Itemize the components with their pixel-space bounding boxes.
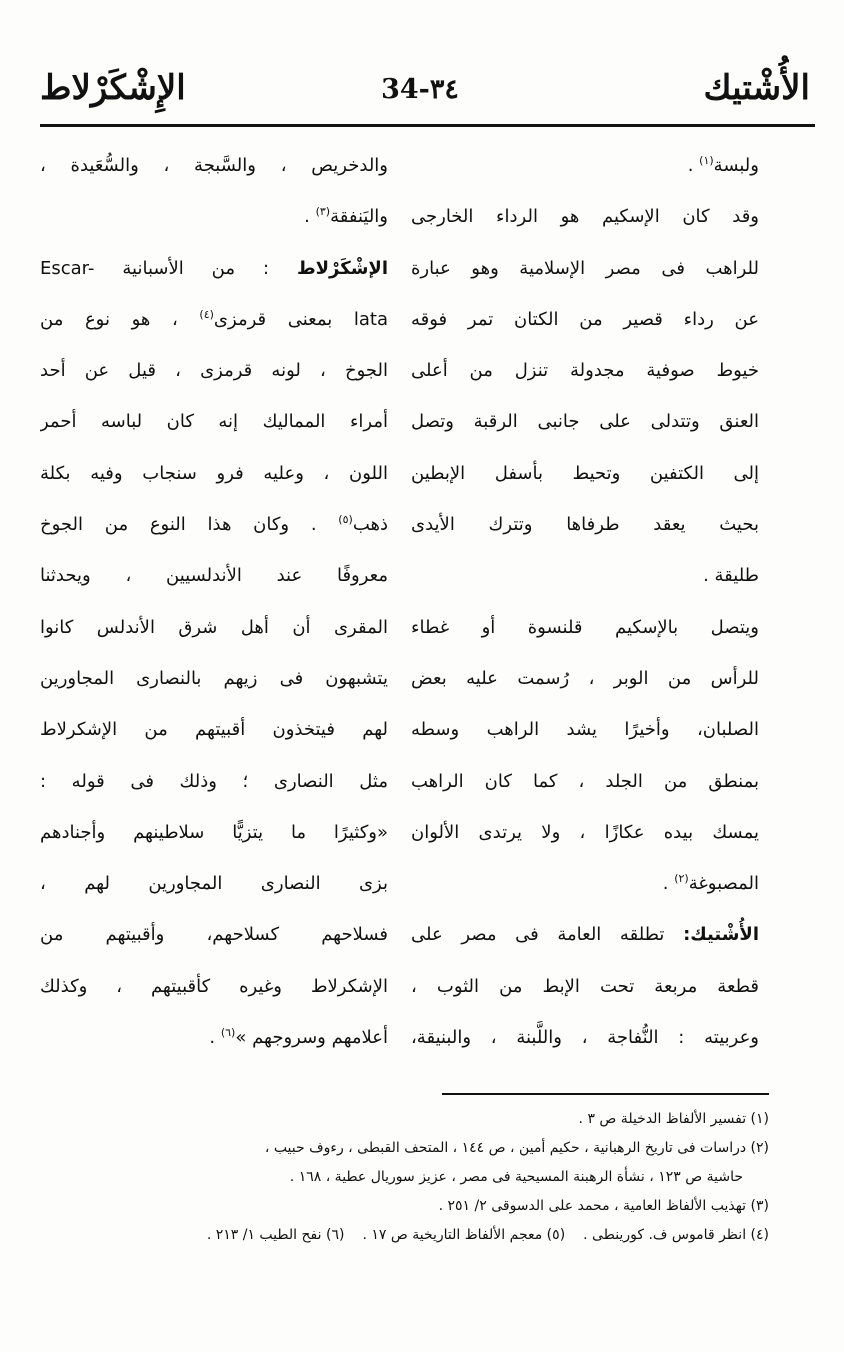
text-line: عن رداء قصير من الكتان تمر فوقه <box>411 308 759 330</box>
right-headword: الأُشْتيك <box>703 68 810 108</box>
text-line: لهم فيتخذون أقبيتهم من الإشكرلاط <box>40 719 388 741</box>
text-line: الإشكرلاط وغيره كأقبيتهم ، وكذلك <box>40 975 388 997</box>
text-line: المصبوغة$^{(٢)}$ . <box>662 872 759 895</box>
text-line: بمنطق من الجلد ، كما كان الراهب <box>411 770 759 792</box>
footnote-2: (٢) دراسات فى تاريخ الرهبانية ، حكيم أمين ، ص ١٤٤ ، المتحف القبطى ، رءوف حبيب ، <box>264 1140 769 1156</box>
text-line: وعربيته : النُّفاجة ، واللَّبنة ، والبنيقة، <box>411 1027 759 1049</box>
text-line: فسلاحهم كسلاحهم، وأقبيتهم من <box>40 924 388 946</box>
text-line: يتشبهون فى زيهم بالنصارى المجاورين <box>40 667 388 689</box>
text-line: خيوط صوفية مجدولة تنزل من أعلى <box>411 360 759 382</box>
text-line: واليَنفقة$^{(٣)}$ . <box>304 205 388 228</box>
text-line: المقرى أن أهل شرق الأندلس كانوا <box>40 616 388 638</box>
text-line: وقد كان الإسكيم هو الرداء الخارجى <box>411 206 759 228</box>
left-headword: الإِشْكَرْلاط <box>40 68 186 108</box>
text-line: بحيث يعقد طرفاها وتترك الأيدى <box>411 514 759 536</box>
text-line: «وكثيرًا ما يتزيًّا سلاطينهم وأجنادهم <box>40 821 388 843</box>
text-line: معروفًا عند الأندلسيين ، ويحدثنا <box>40 565 388 587</box>
text-line: بزى النصارى المجاورين لهم ، <box>40 873 388 895</box>
text-line: للراهب فى مصر الإسلامية وهو عبارة <box>411 257 759 279</box>
footnote-rule <box>442 1093 769 1095</box>
footnote-6: (٦) نفح الطيب ١/ ٢١٣ . <box>206 1227 345 1243</box>
running-header <box>40 66 810 126</box>
header-rule <box>40 124 815 127</box>
text-line: العنق وتتدلى على جانبى الرقبة وتصل <box>411 411 759 433</box>
entry-headword: الأُشْتيك: <box>683 924 759 946</box>
footnote-5: (٥) معجم الألفاظ التاريخية ص ١٧ . <box>362 1227 566 1243</box>
text-line: الصلبان، وأخيرًا يشد الراهب وسطه <box>411 719 759 741</box>
text-line: طليقة . <box>703 565 759 587</box>
footnote-4: (٤) انظر قاموس ف. كورينطى . <box>583 1227 769 1243</box>
text-line: قطعة مربعة تحت الإبط من الثوب ، <box>411 975 759 997</box>
entry-line: الإشْكَرْلاط : من الأسبانية Escar- <box>40 257 388 279</box>
footnote-2-continued: حاشية ص ١٢٣ ، نشأة الرهبنة المسيحية فى مصر ، عزيز سوريال عطية ، ١٦٨ . <box>289 1169 743 1185</box>
entry-line: الأُشْتيك: تطلقه العامة فى مصر على <box>411 924 759 946</box>
text-line: مثل النصارى ؛ وذلك فى قوله : <box>40 770 388 792</box>
page-number: 34-٣٤ <box>381 74 459 105</box>
footnote-row <box>39 1221 769 1250</box>
text-line: ذهب$^{(٥)}$ . وكان هذا النوع من الجوخ <box>40 513 388 536</box>
left-column <box>40 140 388 1063</box>
text-line: والدخريص ، والسَّبجة ، والسُّعَيدة ، <box>40 155 388 176</box>
text-line: ويتصل بالإسكيم قلنسوة أو غطاء <box>411 616 759 638</box>
text-line: إلى الكتفين وتحيط بأسفل الإبطين <box>411 462 759 484</box>
text-line: اللون ، وعليه فرو سنجاب وفيه بكلة <box>40 462 388 484</box>
entry-headword: الإشْكَرْلاط <box>296 257 388 279</box>
footnotes <box>39 1105 769 1250</box>
footnote-1: (١) تفسير الألفاظ الدخيلة ص ٣ . <box>578 1111 769 1127</box>
right-column <box>411 140 759 1063</box>
footnote-3: (٣) تهذيب الألفاظ العامية ، محمد على الدسوقى ٢/ ٢٥١ . <box>438 1198 769 1214</box>
text-line: أمراء المماليك إنه كان لباسه أحمر <box>40 411 388 433</box>
text-line: يمسك بيده عكازًا ، ولا يرتدى الألوان <box>411 821 759 843</box>
text-line: أعلامهم وسروجهم »$^{(٦)}$ . <box>209 1026 388 1049</box>
text-line: الجوخ ، لونه قرمزى ، قيل عن أحد <box>40 360 388 382</box>
text-line: للرأس من الوبر ، رُسمت عليه بعض <box>411 667 759 689</box>
text-line: ولبسة$^{(١)}$ . <box>687 154 759 176</box>
text-line: lata بمعنى قرمزى$^{(٤)}$ ، هو نوع من <box>40 307 388 330</box>
